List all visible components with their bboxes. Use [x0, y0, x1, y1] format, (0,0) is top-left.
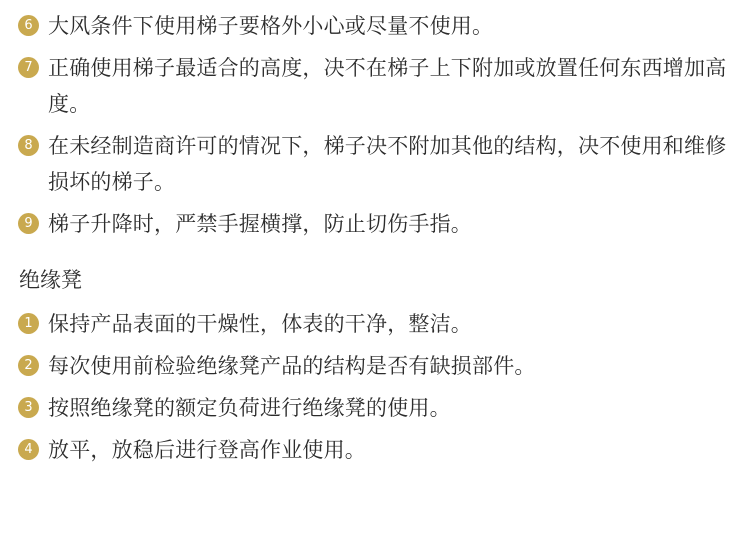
list-item-number-badge: 4: [18, 439, 39, 460]
ladder-safety-list: [18, 8, 732, 242]
list-item-number-badge: 3: [18, 397, 39, 418]
list-item-text: 每次使用前检验绝缘凳产品的结构是否有缺损部件。: [48, 354, 536, 378]
list-item-number-badge: 7: [18, 57, 39, 78]
list-item-text: 保持产品表面的干燥性，体表的干净，整洁。: [48, 312, 472, 336]
list-item-text: 在未经制造商许可的情况下，梯子决不附加其他的结构，决不使用和维修损坏的梯子。: [48, 134, 727, 194]
insulating-stool-list: [18, 306, 732, 468]
section-heading-insulating-stool: 绝缘凳: [19, 268, 82, 292]
list-item: [18, 306, 732, 342]
list-item-text: 大风条件下使用梯子要格外小心或尽量不使用。: [48, 14, 494, 38]
list-item-number-badge: 6: [18, 15, 39, 36]
list-item: [18, 432, 732, 468]
list-item-text: 放平，放稳后进行登高作业使用。: [48, 438, 366, 462]
list-item-number-badge: 8: [18, 135, 39, 156]
list-item: [18, 348, 732, 384]
list-item-text: 按照绝缘凳的额定负荷进行绝缘凳的使用。: [48, 396, 451, 420]
list-item: [18, 8, 732, 44]
list-item-number-badge: 1: [18, 313, 39, 334]
list-item-number-badge: 2: [18, 355, 39, 376]
list-item-text: 正确使用梯子最适合的高度，决不在梯子上下附加或放置任何东西增加高度。: [48, 56, 727, 116]
list-item: [18, 50, 732, 122]
list-item: [18, 128, 732, 200]
list-item: [18, 390, 732, 426]
list-item-number-badge: 9: [18, 213, 39, 234]
list-item: [18, 206, 732, 242]
list-item-text: 梯子升降时，严禁手握横撑，防止切伤手指。: [48, 212, 472, 236]
